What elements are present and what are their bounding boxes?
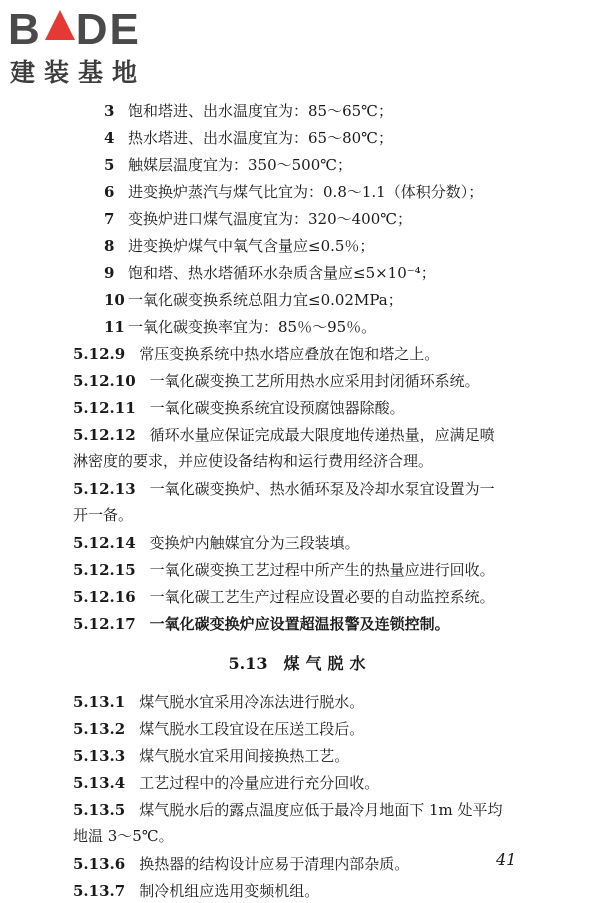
clause-5-12-13-continuation: 开一备。 <box>73 506 134 524</box>
clause-5-12-10: 5.12.10 一氧化碳变换工艺所用热水应采用封闭循环系统。 <box>73 372 480 390</box>
list-item: 11 一氧化碳变换率宜为：85％～95％。 <box>104 318 377 336</box>
clause-5-13-5: 5.13.5 煤气脱水后的露点温度应低于最冷月地面下 1m 处平均 <box>73 801 503 819</box>
logo-subtitle: 建装基地 <box>10 58 147 87</box>
list-item: 7 变换炉进口煤气温度宜为：320～400℃； <box>104 210 413 228</box>
clause-5-13-7: 5.13.7 制冷机组应选用变频机组。 <box>73 882 320 900</box>
clause-5-12-16: 5.12.16 一氧化碳工艺生产过程应设置必要的自动监控系统。 <box>73 588 495 606</box>
clause-5-13-2: 5.13.2 煤气脱水工段宜设在压送工段后。 <box>73 720 365 738</box>
logo-triangle-icon <box>45 10 75 40</box>
clause-5-13-1: 5.13.1 煤气脱水宜采用冷冻法进行脱水。 <box>73 693 365 711</box>
clause-5-12-17: 5.12.17 一氧化碳变换炉应设置超温报警及连锁控制。 <box>73 615 450 633</box>
clause-5-12-11: 5.12.11 一氧化碳变换系统宜设预腐蚀器除酸。 <box>73 399 405 417</box>
clause-5-13-5-continuation: 地温 3～5℃。 <box>73 827 174 845</box>
clause-5-12-12-continuation: 淋密度的要求，并应使设备结构和运行费用经济合理。 <box>73 452 434 470</box>
clause-5-12-15: 5.12.15 一氧化碳变换工艺过程中所产生的热量应进行回收。 <box>73 561 495 579</box>
logo <box>8 6 178 90</box>
clause-5-12-13: 5.12.13 一氧化碳变换炉、热水循环泵及冷却水泵宜设置为一 <box>73 480 495 498</box>
clause-5-12-14: 5.12.14 变换炉内触媒宜分为三段装填。 <box>73 534 360 552</box>
clause-5-13-3: 5.13.3 煤气脱水宜采用间接换热工艺。 <box>73 747 350 765</box>
page-number: 41 <box>496 850 517 869</box>
list-item: 6 进变换炉蒸汽与煤气比宜为：0.8～1.1（体积分数）； <box>104 183 484 201</box>
logo-wordmark: B DE <box>8 5 141 54</box>
list-item: 4 热水塔进、出水温度宜为：65～80℃； <box>104 129 393 147</box>
clause-5-13-4: 5.13.4 工艺过程中的冷量应进行充分回收。 <box>73 774 380 792</box>
list-item: 3 饱和塔进、出水温度宜为：85～65℃； <box>104 102 393 120</box>
list-item: 10 一氧化碳变换系统总阻力宜≤0.02MPa； <box>104 291 403 309</box>
clause-5-12-9: 5.12.9 常压变换系统中热水塔应叠放在饱和塔之上。 <box>73 345 440 363</box>
clause-5-13-6: 5.13.6 换热器的结构设计应易于清理内部杂质。 <box>73 855 410 873</box>
clause-5-12-12: 5.12.12 循环水量应保证完成最大限度地传递热量，应满足喷 <box>73 426 495 444</box>
list-item: 5 触媒层温度宜为：350～500℃； <box>104 156 353 174</box>
section-heading: 5.13 煤气脱水 <box>228 654 372 673</box>
list-item: 8 进变换炉煤气中氧气含量应≤0.5％； <box>104 237 375 255</box>
list-item: 9 饱和塔、热水塔循环水杂质含量应≤5×10⁻⁴； <box>104 264 436 282</box>
